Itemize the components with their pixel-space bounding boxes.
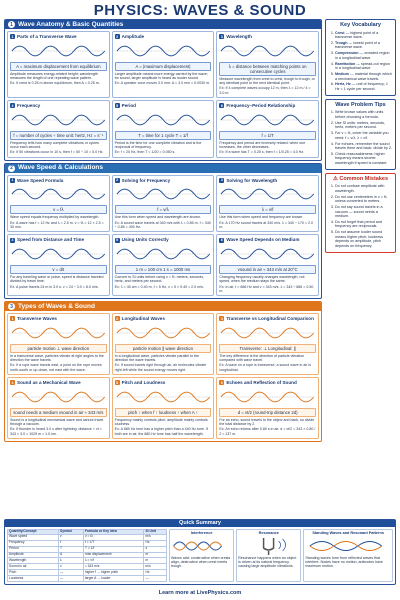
table-cell: Hz — [144, 540, 167, 546]
tips-list — [329, 110, 392, 165]
card-text: In a longitudinal wave, particles vibrate parallel to the direction the wave travels. — [114, 353, 199, 363]
card-text: Measure wavelength from crest to crest, trough to trough, or any identical point to the next identical point. — [219, 76, 315, 86]
card — [216, 100, 319, 158]
card-title: Echoes and Reflection of Sound — [226, 380, 297, 386]
table-cell: f — [59, 540, 84, 546]
summary-rows — [8, 534, 167, 581]
list-item — [335, 184, 392, 193]
card-title: Longitudinal Waves — [121, 316, 165, 322]
wave-diagram — [10, 184, 107, 204]
definition: unit of frequency; 1 Hz = 1 cycle per second. — [335, 82, 388, 91]
formula-box: T = time for 1 cycle T = 1/f — [115, 131, 212, 140]
section-number: 3 — [8, 303, 15, 310]
panel-text: Standing waves form from reflected waves that interfere. Nodes have no motion; antinodes have maximum motion. — [305, 555, 383, 569]
card — [216, 31, 319, 98]
standing-wave-icon — [305, 536, 391, 556]
table-cell: m — [144, 552, 167, 558]
card-header — [115, 178, 212, 184]
card-example: Ex: A speaker cone moves 3.0 mm: A = 3.0 mm = 0.0030 m. — [114, 81, 211, 86]
formula-box: pitch ↑ when f ↑ loudness ↑ when A ↑ — [115, 408, 212, 417]
card-text: Use this form when speed and frequency are known. — [219, 215, 304, 220]
column-header: SI Unit — [144, 530, 167, 535]
table-cell: λ = v/f — [83, 558, 144, 564]
table-cell: v — [59, 534, 84, 540]
mistakes-title — [329, 176, 392, 183]
table-cell: larger A → louder — [83, 576, 144, 582]
sidebar — [325, 19, 396, 585]
list-item — [335, 110, 392, 119]
card — [112, 377, 215, 439]
wave-diagram — [10, 41, 107, 61]
item-text: Do not say sound travels in a vacuum — sound needs a medium. — [335, 205, 383, 218]
card-header — [10, 237, 107, 243]
card-header — [10, 103, 107, 109]
wave-diagram — [115, 41, 212, 61]
card-title: Parts of a Transverse Wave — [17, 34, 77, 39]
vocabulary-box — [325, 19, 396, 96]
card-number: 3 — [220, 316, 223, 321]
list-item: 6. Hertz, Hz — unit of frequency; 1 Hz = 1 cycle per second. — [335, 82, 392, 91]
card-example: Ex: If thunder is heard 3.0 s after lightning: distance = vt = 343 × 3.0 = 1029 m ≈ 1.0 km. — [10, 427, 102, 436]
table-cell: — — [144, 576, 167, 582]
list-item — [335, 142, 392, 151]
section-cards — [5, 173, 321, 299]
card-title: Wave Speed Formula — [17, 177, 64, 183]
term: Compression — [335, 51, 359, 56]
card-number: 2 — [116, 34, 119, 39]
list-item — [335, 131, 392, 140]
section-title: Types of Waves & Sound — [18, 302, 95, 310]
formula-box: λ = v/f — [219, 205, 316, 214]
item-text: Use SI units: meters, seconds, hertz, meters per second. — [335, 120, 386, 130]
definition: crowded region in a longitudinal wave. — [335, 51, 390, 60]
card-example: Ex: A sound wave travels at 340 m/s with λ = 0.85 m. f = 340 ÷ 0.85 = 400 Hz. — [114, 220, 211, 229]
wave-diagram — [10, 323, 107, 343]
card-number: 3 — [220, 34, 223, 39]
section-header — [5, 164, 321, 173]
table-cell: Hz — [144, 570, 167, 576]
tips-title: Wave Problem Tips — [335, 101, 386, 108]
mistakes-title-text: Common Mistakes — [339, 175, 389, 182]
card-example: Ex: If sound travels right through air, air molecules vibrate right-left while the sound energy moves right. — [114, 363, 207, 372]
formula-box: v = fλ — [10, 205, 107, 214]
formula-box: vsound in air ≈ 343 m/s at 20°C — [219, 265, 316, 274]
card — [112, 31, 215, 98]
wave-diagram — [219, 41, 316, 61]
page-title: PHYSICS: WAVES & SOUND — [93, 2, 307, 19]
card-header — [10, 316, 107, 322]
card — [7, 234, 110, 296]
panel-text: Resonance happens when an object is driven at its natural frequency, causing large amplitude vibrations. — [238, 555, 297, 569]
item-text: For v = fλ, cover the variable you need: f = v/λ, λ = v/f. — [335, 131, 389, 140]
list-item: 2. Trough — lowest point of a transverse wave. — [335, 41, 392, 50]
card-example: Ex: In air, f = 686 Hz and v = 343 m/s. λ = 343 ÷ 686 = 0.50 m. — [219, 284, 314, 293]
section-number: 2 — [8, 165, 15, 172]
table-cell: ≈ 343 m/s — [83, 564, 144, 570]
section-cards — [5, 29, 321, 160]
summary-title: Quick Summary — [5, 520, 395, 527]
card-number: 4 — [11, 380, 14, 385]
card-title: Using Units Correctly — [121, 237, 169, 243]
card-example: Ex: If a wave has T = 0.25 s, then f = 1/0.25 = 4.0 Hz. — [219, 150, 305, 155]
card-title: Speed from Distance and Time — [17, 237, 85, 243]
table-cell: Frequency — [8, 540, 59, 546]
item-text: Write known values with units before choosing a formula. — [335, 110, 384, 119]
wave-diagram — [115, 387, 212, 407]
table-cell: v — [59, 564, 84, 570]
card-number: 1 — [11, 316, 14, 321]
card-title: Frequency–Period Relationship — [226, 103, 296, 109]
wave-diagram — [10, 387, 107, 407]
card-header — [115, 316, 212, 322]
card-example: Ex: If a rope wave travels east, a point on the rope moves north-south or up-down, not east with the wave. — [10, 363, 102, 372]
card-text: For any traveling wave or pulse, speed is distance traveled divided by travel time. — [10, 274, 104, 284]
card-title: Pitch and Loudness — [121, 380, 166, 386]
card-header — [219, 34, 316, 40]
card-example: Ex: A wave has f = 12 Hz and λ = 2.5 m. v = fλ = 12 × 2.5 = 30 m/s. — [10, 220, 104, 229]
wave-diagram — [10, 244, 107, 264]
item-text: Check reasonableness: higher frequency means shorter wavelength if speed is constant. — [335, 151, 388, 165]
card-text: Use this form when speed and wavelength are known. — [114, 215, 201, 220]
list-item — [335, 121, 392, 130]
quick-summary — [4, 519, 396, 585]
card-header — [10, 34, 107, 40]
card-title: Frequency — [17, 103, 41, 109]
summary-panel-resonance — [236, 529, 301, 582]
section-cards — [5, 311, 321, 441]
card-number: 6 — [220, 380, 223, 385]
card-header — [10, 178, 107, 184]
card-title: Wave Speed Depends on Medium — [226, 237, 300, 243]
formula-box: d = vt/2 (round-trip distance 2d) — [219, 408, 316, 417]
item-text: Do not forget that period and frequency are reciprocals. — [335, 219, 382, 229]
card-number: 6 — [220, 103, 223, 108]
section-header — [5, 20, 321, 29]
definition: material through which a mechanical wave travels. — [335, 72, 392, 81]
card-example: Ex: f = 20 Hz, then T = 1/20 = 0.050 s. — [114, 150, 176, 155]
card — [216, 175, 319, 233]
card-header — [10, 380, 107, 386]
list-item — [335, 195, 392, 204]
card — [112, 234, 215, 296]
card-number: 5 — [116, 380, 119, 385]
card-example: Ex: A wave on a rope is transverse; a sound wave in air is longitudinal. — [219, 363, 312, 372]
column-header: Symbol — [59, 530, 84, 535]
formula-box: particle motion ⊥ wave direction — [10, 344, 107, 353]
formula-box: f = 1/T — [219, 131, 316, 140]
table-cell: T — [59, 546, 84, 552]
summary-panel-standing-waves — [303, 529, 393, 582]
list-item: 4. Rarefaction — spread-out region in a longitudinal wave. — [335, 62, 392, 71]
formula-box: λ = distance between matching points on consecutive cycles — [219, 62, 316, 76]
formula-box: v = d/t — [10, 265, 107, 274]
card-text: Period is the time for one complete vibration and is the reciprocal of frequency. — [114, 140, 202, 150]
card-example: Ex: λ = 40 cm = 0.40 m, f = 5 Hz, v = 5 × 0.40 = 2.0 m/s. — [114, 284, 204, 289]
card-text: Wave speed equals frequency multiplied by wavelength. — [10, 215, 100, 220]
formula-box: particle motion ∥ wave direction — [115, 344, 212, 353]
table-cell: f = 1/T — [83, 540, 144, 546]
interference-wave-icon — [171, 536, 232, 556]
card — [7, 313, 110, 375]
column-header: Formula or Key Idea — [83, 530, 144, 535]
section-title: Wave Speed & Calculations — [18, 164, 104, 172]
definition: lowest point of a transverse wave. — [335, 40, 380, 50]
card-example: Ex: A pulse travels 24 m in 3.0 s. v = 24 ÷ 3.0 = 8.0 m/s. — [10, 284, 99, 289]
formula-box: f = number of cycles ÷ time unit: hertz, Hz = s⁻¹ — [10, 131, 107, 140]
card — [112, 313, 215, 375]
table-row — [8, 576, 167, 582]
panel-text: Waves add: constructive when crests align, destructive when crest meets trough. — [171, 555, 231, 569]
card — [7, 31, 110, 98]
summary-panel-interference — [169, 529, 234, 582]
item-text: Do not assume louder sound means higher pitch; loudness depends on amplitude, pitch depends on frequency. — [335, 230, 383, 248]
list-item — [335, 205, 392, 218]
card-title: Period — [121, 103, 136, 109]
list-item: 3. Compression — crowded region in a longitudinal wave. — [335, 51, 392, 60]
card-number: 1 — [11, 178, 14, 183]
definition: highest point of a transverse wave. — [335, 30, 379, 40]
table-cell: Sound in air — [8, 564, 59, 570]
card-example: Ex: An echo returns after 0.80 s in air. d = vt/2 = 343 × 0.80 / 2 ≈ 137 m. — [219, 427, 316, 436]
card-number: 4 — [11, 237, 14, 242]
section-title: Wave Anatomy & Basic Quantities — [18, 20, 124, 28]
wave-diagram — [219, 323, 316, 343]
table-cell: Wave speed — [8, 534, 59, 540]
table-cell: Pitch — [8, 570, 59, 576]
warning-icon: ⚠ — [332, 175, 340, 182]
card-text: Amplitude measures energy-related height; wavelength measures the length of one repeating wave pattern. — [10, 71, 98, 80]
summary-body — [5, 527, 395, 584]
card-header — [115, 103, 212, 109]
card-header — [115, 34, 212, 40]
card-text: Convert to SI units before using v = fλ: meters, seconds, hertz, and meters per second. — [114, 274, 205, 284]
term: Crest — [335, 30, 345, 35]
list-item — [335, 230, 392, 248]
table-cell: λ — [59, 558, 84, 564]
wave-diagram — [115, 184, 212, 204]
term: Trough — [335, 40, 348, 45]
card-title: Solving for Wavelength — [226, 177, 278, 183]
card-title: Amplitude — [121, 34, 145, 39]
tuning-fork-icon — [238, 536, 299, 556]
card-title: Solving for Frequency — [121, 177, 171, 183]
vocabulary-list — [329, 31, 392, 92]
table-cell: m/s — [144, 534, 167, 540]
card — [216, 234, 319, 296]
formula-box: sound needs a medium vsound in air ≈ 343 m/s — [10, 408, 107, 417]
card-text: For an echo, sound travels to the object and back, so divide the total distance by 2. — [219, 417, 315, 427]
summary-table — [7, 529, 167, 582]
table-cell: A — [59, 552, 84, 558]
table-cell: T = 1/f — [83, 546, 144, 552]
card-number: 2 — [116, 178, 119, 183]
list-item — [335, 152, 392, 165]
table-cell: Wavelength — [8, 558, 59, 564]
table-cell: s — [144, 546, 167, 552]
panel-title: Resonance — [258, 531, 279, 535]
card-example: Ex: If 50 vibrations occur in 10 s, then f = 50 ÷ 10 = 5.0 Hz. — [10, 150, 104, 155]
wave-diagram — [10, 110, 107, 130]
table-cell: m — [144, 558, 167, 564]
item-text: Do not use centimeters in v = fλ unless converted to meters. — [335, 194, 387, 204]
card-title: Transverse vs Longitudinal Comparison — [226, 316, 314, 322]
main-layout — [4, 19, 396, 585]
formula-box: Transverse: ⊥ Longitudinal: ∥ — [219, 344, 316, 353]
card — [216, 313, 319, 375]
card-number: 5 — [116, 237, 119, 242]
table-cell: — — [59, 576, 84, 582]
table-cell: v = fλ — [83, 534, 144, 540]
term: Hertz, Hz — [335, 82, 351, 87]
card-number: 1 — [11, 34, 14, 39]
main-column — [4, 19, 322, 585]
section-wave-speed — [4, 163, 322, 300]
wave-diagram — [219, 184, 316, 204]
card-number: 4 — [11, 103, 14, 108]
wave-diagram — [219, 387, 316, 407]
formula-box: A = maximum displacement from equilibrium — [10, 62, 107, 71]
list-item: 1. Crest — highest point of a transverse wave. — [335, 31, 392, 40]
term: Medium — [335, 72, 349, 77]
table-cell: Period — [8, 546, 59, 552]
wave-diagram — [115, 244, 212, 264]
vocabulary-title: Key Vocabulary — [340, 22, 381, 28]
panel-title: Interference — [190, 531, 213, 535]
formula-box: A = |maximum displacement| — [115, 62, 212, 71]
item-text: Do not confuse amplitude with wavelength. — [335, 184, 385, 193]
footer-link[interactable]: Learn more at LivePhysics.com — [158, 590, 242, 597]
term: Rarefaction — [335, 61, 356, 66]
wave-diagram — [115, 323, 212, 343]
wave-diagram — [115, 110, 212, 130]
table-cell: max displacement — [83, 552, 144, 558]
wave-diagram — [219, 110, 316, 130]
card-text: Frequency mainly controls pitch; amplitude mainly controls loudness. — [114, 417, 208, 427]
panel-title: Standing Waves and Resonant Patterns — [312, 531, 384, 535]
card — [7, 175, 110, 233]
card-text: Frequency tells how many complete vibrations or cycles occur each second. — [10, 140, 99, 150]
section-wave-types — [4, 301, 322, 442]
card-text: Sound is a longitudinal mechanical wave and cannot travel through a vacuum. — [10, 417, 104, 427]
table-cell: m/s — [144, 564, 167, 570]
card-number: 3 — [220, 178, 223, 183]
item-text: For echoes, remember the sound travels there and back: divide by 2. — [335, 141, 392, 150]
card-header — [115, 380, 212, 386]
card — [7, 377, 110, 439]
section-number: 1 — [8, 21, 15, 28]
card-header — [219, 316, 316, 322]
card-example: Ex: If 4 complete waves occupy 12 m, then λ = 12 m / 4 = 3.0 m. — [219, 86, 311, 95]
card-number: 5 — [116, 103, 119, 108]
card-example: Ex: A 880 Hz tone has a higher pitch than a 440 Hz tone. If both are in air, the 880 Hz tone has half the wavelength. — [114, 427, 208, 436]
card-header — [219, 103, 316, 109]
card — [112, 175, 215, 233]
card-header — [219, 380, 316, 386]
wave-diagram — [219, 244, 316, 264]
card-text: Larger amplitude means more energy carried by the wave; for sound, larger amplitude is heard as louder sound. — [114, 71, 208, 80]
card-text: Changing frequency usually changes wavelength, not speed, when the medium stays the same. — [219, 274, 305, 284]
formula-box: f = v/λ — [115, 205, 212, 214]
card-title: Sound as a Mechanical Wave — [17, 380, 81, 386]
card-example: Ex: If crest is 0.25 m above equilibrium, then A = 0.25 m. — [10, 81, 100, 86]
mistakes-box — [325, 173, 396, 253]
card-header — [219, 178, 316, 184]
card-text: Frequency and period are inversely related: when one increases, the other decreases. — [219, 140, 306, 150]
card-header — [115, 237, 212, 243]
section-header — [5, 302, 321, 311]
card — [216, 377, 319, 439]
card — [7, 100, 110, 158]
card-header — [219, 237, 316, 243]
table-cell: Loudness — [8, 576, 59, 582]
table-cell: — — [59, 570, 84, 576]
formula-box: 1 m = 100 cm 1 s = 1000 ms — [115, 265, 212, 274]
card — [112, 100, 215, 158]
card-text: The key difference is the direction of particle vibration compared with wave travel. — [219, 353, 305, 363]
section-wave-anatomy — [4, 19, 322, 161]
list-item: 5. Medium — material through which a mechanical wave travels. — [335, 72, 392, 81]
card-title: Wavelength — [226, 34, 252, 39]
table-cell: higher f → higher pitch — [83, 570, 144, 576]
card-number: 2 — [116, 316, 119, 321]
table-cell: Amplitude — [8, 552, 59, 558]
card-example: Ex: A 170 Hz sound travels at 340 m/s. λ = 340 ÷ 170 = 2.0 m. — [219, 220, 313, 229]
tips-box — [325, 99, 396, 170]
list-item — [335, 220, 392, 229]
mistakes-list — [329, 184, 392, 248]
card-number: 6 — [220, 237, 223, 242]
card-text: In a transverse wave, particles vibrate at right angles to the direction the wave travels. — [10, 353, 104, 363]
definition: spread-out region in a longitudinal wave. — [335, 61, 390, 71]
column-header: Quantity/Concept — [8, 530, 59, 535]
card-title: Transverse Waves — [17, 316, 57, 322]
